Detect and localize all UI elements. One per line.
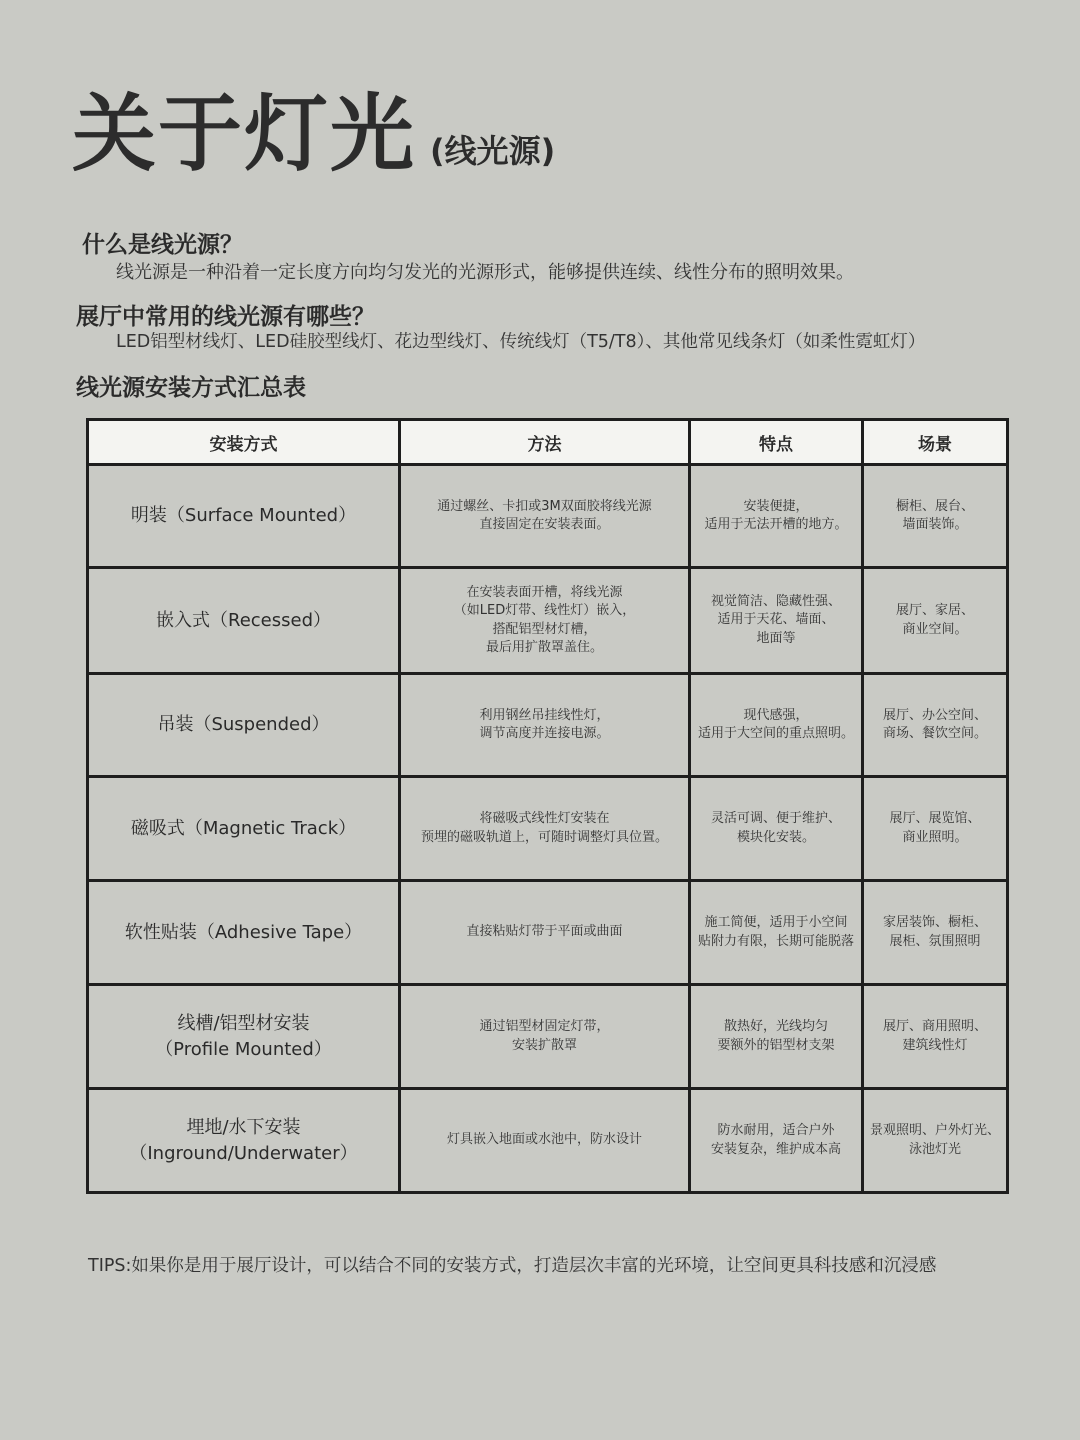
install-type-cell-line: 嵌入式（Recessed） (156, 609, 331, 631)
method-cell (400, 674, 690, 777)
install-type-cell-line: 软性贴装（Adhesive Tape） (124, 921, 363, 943)
feature-cell-line: 贴附力有限，长期可能脱落 (697, 933, 854, 949)
method-cell-line: 安装扩散罩 (511, 1037, 577, 1053)
method-cell-line: 直接粘贴灯带于平面或曲面 (466, 924, 623, 940)
install-type-cell (88, 777, 400, 881)
install-type-cell (88, 985, 400, 1089)
install-type-cell-line: 线槽/铝型材安装 (177, 1013, 310, 1035)
scene-cell-line: 建筑线性灯 (902, 1037, 968, 1053)
feature-cell-line: 适用于天花、墙面、 (717, 612, 835, 628)
question-what-is-line-light: 什么是线光源？ (82, 232, 243, 258)
scene-cell (863, 568, 1008, 674)
table-row (88, 985, 1008, 1089)
scene-cell-line: 展厅、办公空间、 (882, 707, 987, 723)
feature-cell (690, 985, 863, 1089)
feature-cell-line: 施工简便，适用于小空间 (704, 915, 848, 931)
install-type-cell-line: 明装（Surface Mounted） (130, 505, 357, 527)
feature-cell (690, 568, 863, 674)
tips-text: TIPS:如果你是用于展厅设计，可以结合不同的安装方式，打造层次丰富的光环境，让空间更具科技感和沉浸感 (88, 1256, 937, 1276)
install-type-cell-line: 磁吸式（Magnetic Track） (130, 817, 357, 839)
table-heading: 线光源安装方式汇总表 (76, 375, 306, 401)
method-cell (400, 881, 690, 985)
method-cell-line: 最后用扩散罩盖住。 (485, 639, 603, 655)
install-type-cell (88, 568, 400, 674)
method-cell-line: 搭配铝型材灯槽， (492, 621, 597, 637)
feature-cell-line: 视觉简洁、隐藏性强、 (710, 594, 841, 610)
table-row (88, 568, 1008, 674)
method-cell-line: 灯具嵌入地面或水池中，防水设计 (446, 1132, 642, 1148)
method-cell (400, 985, 690, 1089)
title-sub: (线光源) (430, 132, 556, 170)
method-cell-line: 调节高度并连接电源。 (479, 726, 610, 741)
install-type-cell (88, 881, 400, 985)
install-type-cell-line: （Inground/Underwater） (129, 1142, 358, 1164)
scene-cell-line: 泳池灯光 (908, 1141, 961, 1157)
scene-cell-line: 展厅、商用照明、 (882, 1019, 987, 1035)
installation-table-frame (86, 418, 1006, 1194)
feature-cell-line: 模块化安装。 (736, 829, 815, 845)
method-cell (400, 777, 690, 881)
method-cell-line: 将磁吸式线性灯安装在 (479, 811, 610, 827)
installation-table (86, 418, 1009, 1194)
feature-cell (690, 777, 863, 881)
feature-cell (690, 1089, 863, 1193)
table-row (88, 777, 1008, 881)
scene-cell (863, 1089, 1008, 1193)
method-cell-line: 预埋的磁吸轨道上，可随时调整灯具位置。 (420, 829, 668, 845)
feature-cell-line: 适用于大空间的重点照明。 (697, 726, 854, 741)
feature-cell (690, 465, 863, 568)
scene-cell-line: 展厅、家居、 (895, 603, 974, 619)
table-row (88, 674, 1008, 777)
feature-cell-line: 现代感强， (743, 707, 809, 723)
answer-what-is-line-light: 线光源是一种沿着一定长度方向均匀发光的光源形式，能够提供连续、线性分布的照明效果。 (116, 262, 854, 283)
install-type-cell-line: 吊装（Suspended） (157, 714, 330, 736)
feature-cell (690, 881, 863, 985)
question-common-line-lights: 展厅中常用的线光源有哪些？ (76, 304, 375, 330)
table-row (88, 881, 1008, 985)
scene-cell-line: 商场、餐饮空间。 (882, 726, 987, 741)
feature-cell-line: 安装复杂，维护成本高 (710, 1141, 841, 1157)
scene-cell-line: 商业照明。 (902, 829, 968, 845)
answer-common-line-lights: LED铝型材线灯、LED硅胶型线灯、花边型线灯、传统线灯（T5/T8）、其他常见线条灯（如柔性霓虹灯） (116, 332, 926, 352)
feature-cell-line: 散热好，光线均匀 (723, 1019, 828, 1035)
feature-cell-line: 要额外的铝型材支架 (717, 1037, 835, 1053)
feature-cell-line: 防水耐用，适合户外 (717, 1123, 835, 1139)
table-header-row (88, 420, 1008, 465)
feature-cell-line: 安装便捷， (743, 498, 809, 514)
scene-cell-line: 展柜、氛围照明 (889, 933, 981, 949)
scene-cell (863, 674, 1008, 777)
scene-cell (863, 777, 1008, 881)
header-feature: 特点 (690, 420, 863, 465)
scene-cell-line: 景观照明、户外灯光、 (869, 1123, 1000, 1139)
scene-cell (863, 985, 1008, 1089)
install-type-cell (88, 465, 400, 568)
feature-cell-line: 地面等 (756, 630, 796, 646)
install-type-cell (88, 674, 400, 777)
feature-cell-line: 适用于无法开槽的地方。 (704, 517, 848, 532)
method-cell-line: 利用钢丝吊挂线性灯， (479, 707, 610, 723)
method-cell-line: 直接固定在安装表面。 (479, 517, 610, 532)
install-type-cell-line: 埋地/水下安装 (186, 1117, 301, 1139)
header-scene: 场景 (863, 420, 1008, 465)
page-title (72, 85, 556, 183)
method-cell-line: 在安装表面开槽，将线光源 (466, 585, 623, 601)
method-cell-line: 通过螺丝、卡扣或3M双面胶将线光源 (437, 498, 652, 514)
method-cell-line: 通过铝型材固定灯带， (479, 1019, 610, 1035)
feature-cell (690, 674, 863, 777)
table-row (88, 465, 1008, 568)
install-type-cell-line: （Profile Mounted） (155, 1038, 332, 1060)
scene-cell (863, 465, 1008, 568)
scene-cell-line: 商业空间。 (902, 621, 968, 637)
table-row (88, 1089, 1008, 1193)
method-cell (400, 465, 690, 568)
method-cell (400, 1089, 690, 1193)
header-install-method: 安装方式 (88, 420, 400, 465)
title-main: 关于灯光 (72, 85, 417, 183)
method-cell-line: （如LED灯带、线性灯）嵌入， (453, 603, 636, 619)
scene-cell-line: 展厅、展览馆、 (889, 811, 981, 827)
method-cell (400, 568, 690, 674)
scene-cell-line: 橱柜、展台、 (895, 498, 974, 514)
scene-cell-line: 家居装饰、橱柜、 (882, 915, 987, 931)
header-method: 方法 (400, 420, 690, 465)
scene-cell (863, 881, 1008, 985)
feature-cell-line: 灵活可调、便于维护、 (710, 811, 841, 827)
install-type-cell (88, 1089, 400, 1193)
scene-cell-line: 墙面装饰。 (902, 517, 968, 532)
